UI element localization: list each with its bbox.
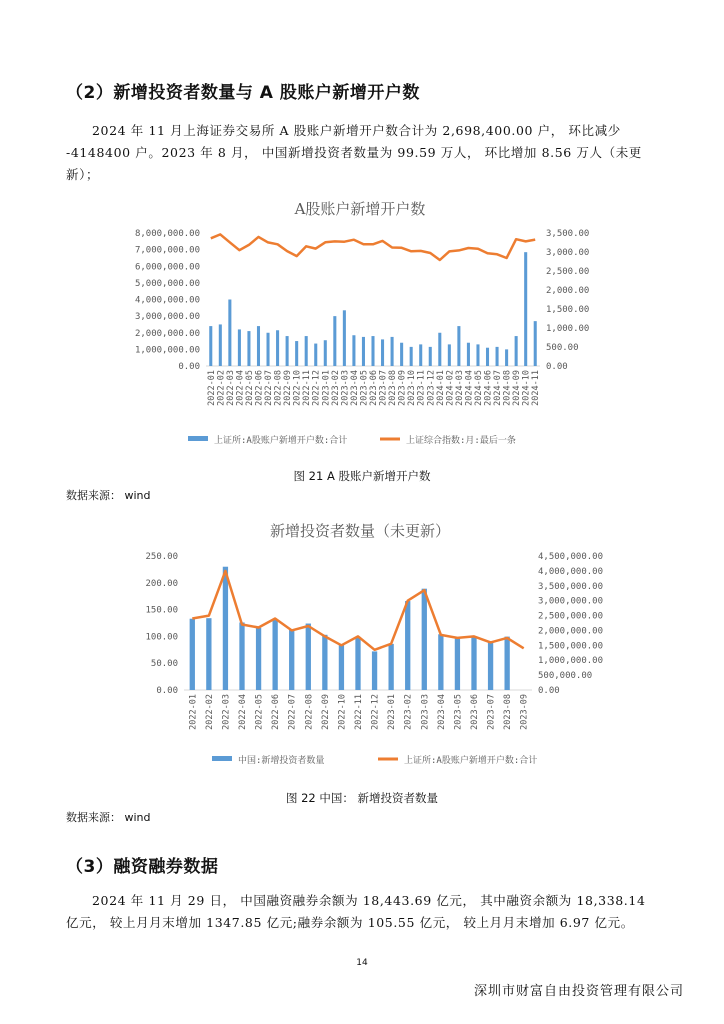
x-axis-tick-label: 2022-02 (216, 370, 227, 406)
x-axis-tick-label: 2022-05 (244, 370, 255, 406)
figure-caption-21: 图 21 A 股账户新增开户数 (293, 469, 431, 483)
x-axis-tick-label: 2022-03 (221, 694, 232, 730)
x-axis-tick-label: 2022-01 (206, 370, 217, 406)
bar (256, 628, 261, 690)
x-axis-tick-label: 2023-08 (388, 370, 399, 406)
bar (295, 341, 298, 366)
bar (471, 637, 476, 690)
para-line: 2024 年 11 月上海证券交易所 A 股账户新增开户数合计为 2,698,400.00 户， 环比减少 (92, 123, 621, 138)
right-axis-tick-label: 3,500,000.00 (538, 581, 604, 592)
bar (429, 347, 432, 366)
left-axis-tick-label: 7,000,000.00 (134, 245, 200, 256)
right-axis-tick-label: 0.00 (538, 686, 560, 696)
bar (410, 347, 413, 366)
x-axis-tick-label: 2022-10 (337, 694, 348, 730)
left-axis-tick-label: 5,000,000.00 (134, 278, 200, 289)
bar (381, 339, 384, 366)
x-axis-tick-label: 2024-10 (521, 370, 532, 406)
x-axis-tick-label: 2022-02 (204, 694, 215, 730)
paragraph-margin (66, 890, 662, 934)
bar (322, 635, 327, 690)
para-line: 新）； (66, 167, 100, 182)
bar (457, 326, 460, 366)
bar (371, 336, 374, 366)
bar (372, 651, 377, 690)
bar (305, 336, 308, 366)
bar (455, 639, 460, 690)
left-axis-tick-label: 50.00 (150, 659, 178, 670)
bar (247, 331, 250, 366)
x-axis-tick-label: 2022-01 (188, 694, 199, 730)
bar (209, 326, 212, 366)
bar (448, 344, 451, 366)
line-series (211, 234, 535, 260)
bar (324, 340, 327, 366)
bar (438, 333, 441, 366)
bar (352, 335, 355, 366)
bar (467, 343, 470, 366)
x-axis-tick-label: 2023-02 (403, 694, 414, 730)
page-number: 14 (356, 958, 368, 968)
x-axis-tick-label: 2023-02 (330, 370, 341, 406)
x-axis-tick-label: 2022-11 (302, 370, 313, 406)
right-axis-tick-label: 4,000,000.00 (538, 566, 604, 577)
x-axis-tick-label: 2023-10 (407, 370, 418, 406)
bar (257, 326, 260, 366)
x-axis-tick-label: 2022-12 (370, 694, 381, 730)
bar (400, 343, 403, 366)
x-axis-tick-label: 2022-09 (283, 370, 294, 406)
chart-title: 新增投资者数量（未更新） (269, 522, 451, 540)
para-line: 亿元， 较上月月末增加 1347.85 亿元;融券余额为 105.55 亿元， 较上月月末增加 6.97 亿元。 (66, 915, 634, 930)
bar (388, 644, 393, 690)
right-axis-tick-label: 1,000,000.00 (538, 656, 604, 667)
x-axis-tick-label: 2022-11 (354, 694, 364, 730)
bar (339, 645, 344, 690)
right-axis-tick-label: 2,000.00 (546, 286, 590, 296)
bar (438, 634, 443, 690)
legend-label: 上证所:A股账户新增开户数:合计 (214, 436, 348, 446)
bar (239, 622, 244, 690)
bar (422, 589, 427, 690)
bar (267, 333, 270, 366)
x-axis-tick-label: 2023-05 (359, 370, 370, 406)
left-axis-tick-label: 0.00 (156, 686, 178, 696)
legend-label: 上证综合指数:月:最后一条 (406, 436, 516, 446)
x-axis-tick-label: 2024-04 (464, 370, 475, 406)
bar (286, 336, 289, 366)
right-axis-tick-label: 2,500,000.00 (538, 611, 604, 622)
section-heading-margin: （3）融资融券数据 (66, 857, 219, 877)
bar (496, 347, 499, 366)
x-axis-tick-label: 2024-11 (531, 370, 542, 406)
bar (362, 337, 365, 366)
left-axis-tick-label: 2,000,000.00 (134, 328, 200, 339)
right-axis-tick-label: 2,500.00 (546, 267, 590, 277)
x-axis-tick-label: 2022-06 (271, 694, 282, 730)
right-axis-tick-label: 2,000,000.00 (538, 626, 604, 637)
bar (190, 619, 195, 690)
left-axis-tick-label: 4,000,000.00 (134, 295, 200, 306)
x-axis-tick-label: 2022-06 (254, 370, 265, 406)
x-axis-tick-label: 2024-03 (454, 370, 465, 406)
x-axis-tick-label: 2024-08 (502, 370, 513, 406)
x-axis-tick-label: 2022-08 (304, 694, 315, 730)
x-axis-tick-label: 2022-04 (235, 370, 246, 406)
x-axis-tick-label: 2023-01 (387, 694, 398, 730)
data-source-21: 数据来源： wind (66, 489, 151, 502)
x-axis-tick-label: 2023-07 (378, 370, 389, 406)
paragraph-investors (66, 120, 662, 186)
x-axis-tick-label: 2023-11 (416, 370, 427, 406)
right-axis-tick-label: 1,500.00 (546, 305, 590, 315)
x-axis-tick-label: 2023-03 (420, 694, 431, 730)
left-axis-tick-label: 8,000,000.00 (134, 229, 200, 239)
bar (505, 349, 508, 366)
para-line: 2024 年 11 月 29 日， 中国融资融券余额为 18,443.69 亿元， 其中融资余额为 18,338.14 (92, 893, 646, 908)
x-axis-tick-label: 2022-09 (320, 694, 331, 730)
x-axis-tick-label: 2024-01 (435, 370, 446, 406)
right-axis-tick-label: 3,500.00 (546, 229, 590, 239)
section-heading-investors: （2）新增投资者数量与 A 股账户新增开户数 (66, 83, 420, 103)
right-axis-tick-label: 4,500,000.00 (538, 552, 604, 562)
x-axis-tick-label: 2022-04 (238, 694, 248, 730)
x-axis-tick-label: 2022-10 (292, 370, 303, 406)
x-axis-tick-label: 2023-12 (426, 370, 437, 406)
right-axis-tick-label: 500.00 (546, 343, 579, 353)
bar (515, 336, 518, 366)
x-axis-tick-label: 2023-09 (519, 694, 530, 730)
bar (391, 337, 394, 366)
bar (314, 344, 317, 366)
x-axis-tick-label: 2023-06 (470, 694, 480, 730)
left-axis-tick-label: 200.00 (145, 578, 178, 589)
company-name: 深圳市财富自由投资管理有限公司 (473, 984, 684, 999)
x-axis-tick-label: 2023-05 (453, 694, 464, 730)
chart-new-investors (80, 510, 640, 775)
bar (343, 310, 346, 366)
x-axis-tick-label: 2022-05 (254, 694, 265, 730)
bar (289, 630, 294, 690)
x-axis-tick-label: 2024-02 (445, 370, 456, 406)
legend-label: 中国:新增投资者数量 (238, 756, 325, 766)
bar (419, 344, 422, 366)
left-axis-tick-label: 250.00 (145, 552, 178, 562)
x-axis-tick-label: 2023-04 (436, 694, 447, 730)
figure-caption-22: 图 22 中国： 新增投资者数量 (285, 791, 439, 805)
x-axis-tick-label: 2024-07 (493, 370, 504, 406)
bar (524, 252, 527, 366)
bar (486, 348, 489, 366)
x-axis-tick-label: 2024-06 (483, 370, 494, 406)
left-axis-tick-label: 100.00 (145, 632, 178, 643)
legend-bar-swatch (212, 756, 232, 761)
right-axis-tick-label: 1,500,000.00 (538, 641, 604, 652)
bar (276, 330, 279, 366)
left-axis-tick-label: 0.00 (178, 362, 200, 372)
bar (306, 624, 311, 690)
right-axis-tick-label: 0.00 (546, 362, 568, 372)
chart-title: A股账户新增开户数 (294, 200, 426, 218)
bar (534, 321, 537, 366)
bar (333, 316, 336, 366)
x-axis-tick-label: 2024-05 (473, 370, 484, 406)
left-axis-tick-label: 3,000,000.00 (134, 312, 200, 323)
bar (272, 619, 277, 690)
x-axis-tick-label: 2023-04 (349, 370, 360, 406)
right-axis-tick-label: 1,000.00 (546, 324, 590, 334)
bar (223, 567, 228, 690)
bar (219, 324, 222, 366)
bar (488, 641, 493, 690)
bar (206, 618, 211, 690)
bar (405, 601, 410, 690)
right-axis-tick-label: 500,000.00 (538, 671, 593, 682)
data-source-22: 数据来源： wind (66, 811, 151, 824)
right-axis-tick-label: 3,000.00 (546, 248, 590, 258)
x-axis-tick-label: 2022-07 (264, 370, 275, 406)
bar (238, 329, 241, 366)
x-axis-tick-label: 2023-01 (321, 370, 332, 406)
x-axis-tick-label: 2023-09 (397, 370, 408, 406)
x-axis-tick-label: 2023-08 (503, 694, 514, 730)
legend-bar-swatch (188, 436, 208, 441)
bar (228, 300, 231, 367)
left-axis-tick-label: 150.00 (145, 605, 178, 616)
x-axis-tick-label: 2022-07 (287, 694, 298, 730)
bar (476, 344, 479, 366)
x-axis-tick-label: 2023-06 (369, 370, 379, 406)
x-axis-tick-label: 2022-08 (273, 370, 284, 406)
para-line: -4148400 户。2023 年 8 月， 中国新增投资者数量为 99.59 万人， 环比增加 8.56 万人（未更 (66, 145, 642, 160)
bar (504, 637, 509, 690)
x-axis-tick-label: 2023-03 (340, 370, 351, 406)
x-axis-tick-label: 2022-03 (225, 370, 236, 406)
x-axis-tick-label: 2023-07 (486, 694, 497, 730)
x-axis-tick-label: 2024-09 (512, 370, 523, 406)
left-axis-tick-label: 1,000,000.00 (134, 345, 200, 356)
right-axis-tick-label: 3,000,000.00 (538, 596, 604, 607)
legend-label: 上证所:A股账户新增开户数:合计 (404, 756, 538, 766)
left-axis-tick-label: 6,000,000.00 (134, 262, 200, 273)
x-axis-tick-label: 2022-12 (311, 370, 322, 406)
bar (355, 637, 360, 690)
chart-a-share-accounts (80, 188, 640, 458)
